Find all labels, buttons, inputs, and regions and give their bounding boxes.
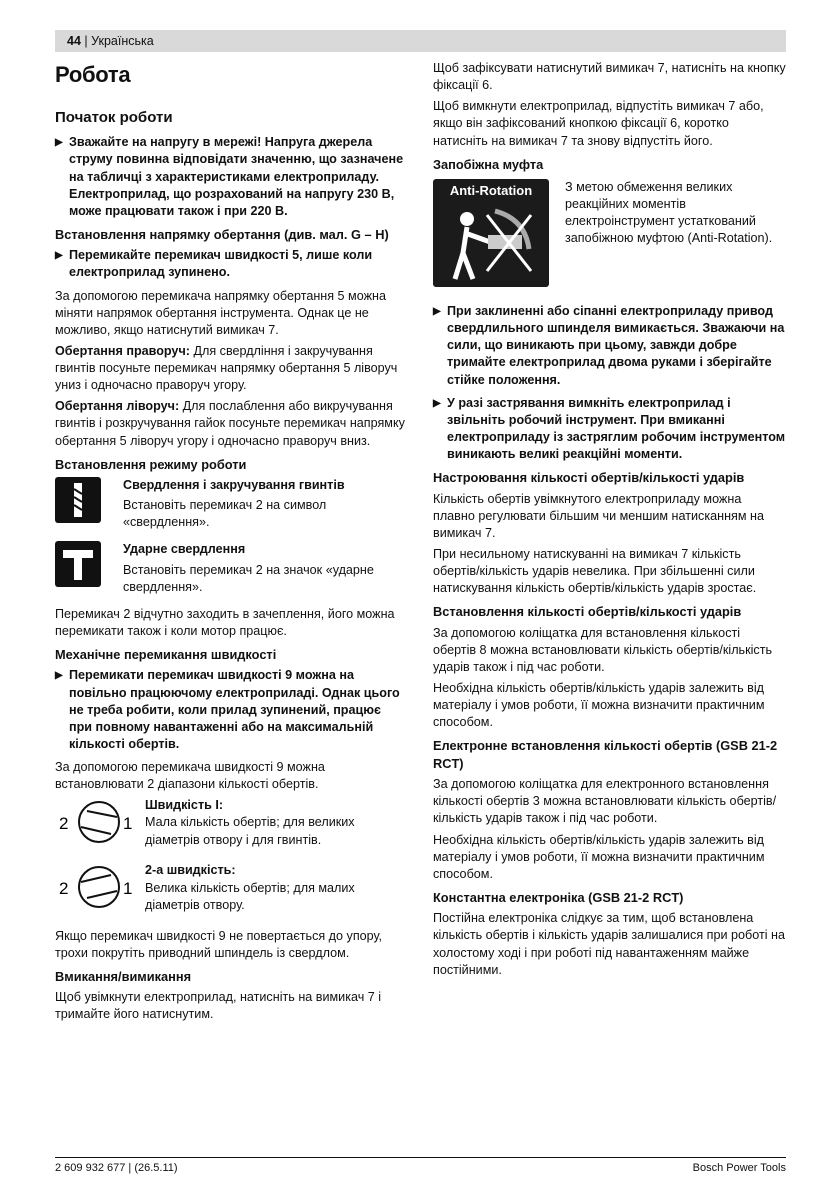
page-footer — [55, 1157, 786, 1174]
paragraph: Щоб вимкнути електроприлад, відпустіть вимикач 7 або, якщо він зафіксований кнопкою фіксації 6, коротко натисніть на вимикач 7 та знову відпустіть його. — [433, 99, 764, 148]
onoff-heading: Вмикання/вимикання — [55, 968, 192, 984]
right-column — [433, 60, 786, 983]
paragraph: При несильному натискуванні на вимикач 7 кількість обертів/кількість ударів невелика. При збільшенні сили натискування кількість обертів/кількість ударів зростає. — [433, 546, 757, 596]
start-heading: Початок роботи — [55, 108, 173, 126]
gear-dial-icon — [55, 797, 145, 852]
anti-rotation-block: Anti-Rotation З метою обмеження великих реакційних моментів електроінструмент устаткований запобіжною муфтою (Anti-Rotation). — [433, 179, 786, 287]
paragraph: Необхідна кількість обертів/кількість ударів залежить від матеріалу і умов роботи, її можна визначити практичним способом. — [433, 681, 765, 730]
page-title: Робота — [55, 62, 131, 87]
speed-1: 2 1 Швидкість I: Мала кількість обертів; для великих діаметрів отвору і для гвинтів. — [55, 797, 406, 852]
page-number-lang: 44 | Українська — [67, 34, 154, 48]
rotation-heading: Встановлення напрямку обертання (див. мал. G – H) — [55, 226, 389, 242]
bullet-icon: ▶ — [55, 250, 63, 262]
paragraph: Щоб увімкнути електроприлад, натисніть на вимикач 7 і тримайте його натиснутим. — [55, 990, 382, 1022]
warning: ▶ Перемикайте перемикач швидкості 5, лише коли електроприлад зупинено. — [55, 247, 406, 281]
paragraph: Обертання праворуч: Для свердління і закручування гвинтів посуньте перемикач напрямку обертання 5 ліворуч униз і одночасно праворуч угору. — [55, 343, 398, 393]
dial-label-1: 1 — [123, 879, 133, 899]
hammer-icon — [55, 541, 101, 587]
paragraph: Необхідна кількість обертів/кількість ударів залежить від матеріалу і умов роботи, її можна визначити практичним способом. — [433, 832, 765, 881]
warning: ▶ Перемикати перемикач швидкості 9 можна на повільно працюючому електроприладі. Однак цього не треба робити, коли прилад зупинений, працює при повному навантаженні або на максимальній кількості обертів. — [55, 667, 406, 753]
mode-drill: Свердлення і закручування гвинтів Встановіть перемикач 2 на символ «свердлення». — [55, 477, 406, 531]
dial-label-2: 2 — [59, 879, 69, 899]
drill-bit-icon — [55, 477, 101, 523]
gear-dial-icon — [55, 862, 145, 917]
electronic-heading: Електронне встановлення кількості обертів (GSB 21-2 RCT) — [433, 738, 778, 771]
mode-heading: Встановлення режиму роботи — [55, 456, 247, 472]
paragraph: Обертання ліворуч: Для послаблення або викручування гвинтів і розкручування гайок посуньте перемикач напрямку обертання 5 ліворуч угору і одночасно праворуч вниз. — [55, 399, 405, 448]
speed-preset-heading: Встановлення кількості обертів/кількості ударів — [433, 604, 742, 620]
warning: ▶ При заклиненні або сіпанні електроприладу привод свердлильного шпинделя вимикається. Зважаючи на сили, що виникають при цьому, завжди добре тримайте електроприлад двома руками і зберігайте стійке положення. — [433, 303, 786, 389]
bullet-icon: ▶ — [55, 670, 63, 682]
left-column — [55, 60, 406, 1027]
clutch-heading: Запобіжна муфта — [433, 156, 544, 172]
brand: Bosch Power Tools — [692, 1162, 786, 1174]
constant-heading: Константна електроніка (GSB 21-2 RCT) — [433, 889, 684, 905]
anti-rotation-icon: Anti-Rotation — [433, 179, 549, 287]
paragraph: Якщо перемикач швидкості 9 не повертається до упору, трохи покрутіть приводний шпиндель із свердлом. — [55, 928, 383, 960]
page-header — [55, 30, 786, 52]
doc-number: 2 609 932 677 | (26.5.11) — [55, 1162, 178, 1174]
speed-adj-heading: Настроювання кількості обертів/кількості ударів — [433, 470, 745, 486]
paragraph: За допомогою коліщатка для електронного встановлення кількості обертів 3 можна встановлювати кількість обертів/кількість ударів також і під час роботи. — [433, 777, 777, 826]
warning: ▶ У разі застрявання вимкніть електроприлад і звільніть робочий інструмент. При вмиканні електроприладу із застряглим робочим інструментом виникають великі реакційні моменти. — [433, 395, 786, 464]
paragraph: За допомогою перемикача напрямку обертання 5 можна міняти напрямок обертання інструмента. Однак це не можливо, якщо натиснутий вимикач 7. — [55, 288, 386, 337]
bullet-icon: ▶ — [433, 306, 441, 318]
paragraph: Постійна електроніка слідкує за тим, щоб встановлена кількість обертів і кількість ударів залишалися при роботі на холостому ході і при роботі під навантаженням майже постійними. — [433, 911, 785, 977]
warning: ▶ Зважайте на напругу в мережі! Напруга джерела струму повинна відповідати значенню, що зазначене на табличці з характеристиками електроприладу. Електроприлад, що розрахований на напругу 230 В, може працювати також і при 220 В. — [55, 134, 406, 220]
dial-label-1: 1 — [123, 814, 133, 834]
bullet-icon: ▶ — [55, 137, 63, 149]
paragraph: Кількість обертів увімкнутого електроприладу можна плавно регулювати більшим чи меншим натисканням на вимикач 7. — [433, 491, 764, 540]
dial-label-2: 2 — [59, 814, 69, 834]
speed-2: 2 1 2-а швидкість: Велика кількість обертів; для малих діаметрів отвору. — [55, 862, 406, 917]
gear-heading: Механічне перемикання швидкості — [55, 647, 277, 663]
paragraph: Перемикач 2 відчутно заходить в зачеплення, його можна перемикати також і коли мотор працює. — [55, 606, 395, 638]
bullet-icon: ▶ — [433, 397, 441, 409]
paragraph: Щоб зафіксувати натиснутий вимикач 7, натисніть на кнопку фіксації 6. — [433, 61, 786, 93]
paragraph: За допомогою перемикача швидкості 9 можна встановлювати 2 діапазони кількості обертів. — [55, 760, 325, 792]
mode-impact: Ударне свердлення Встановіть перемикач 2 на значок «ударне свердлення». — [55, 541, 406, 595]
paragraph: За допомогою коліщатка для встановлення кількості обертів 8 можна встановлювати кількість обертів/кількість ударів також і під час роботи. — [433, 625, 773, 674]
